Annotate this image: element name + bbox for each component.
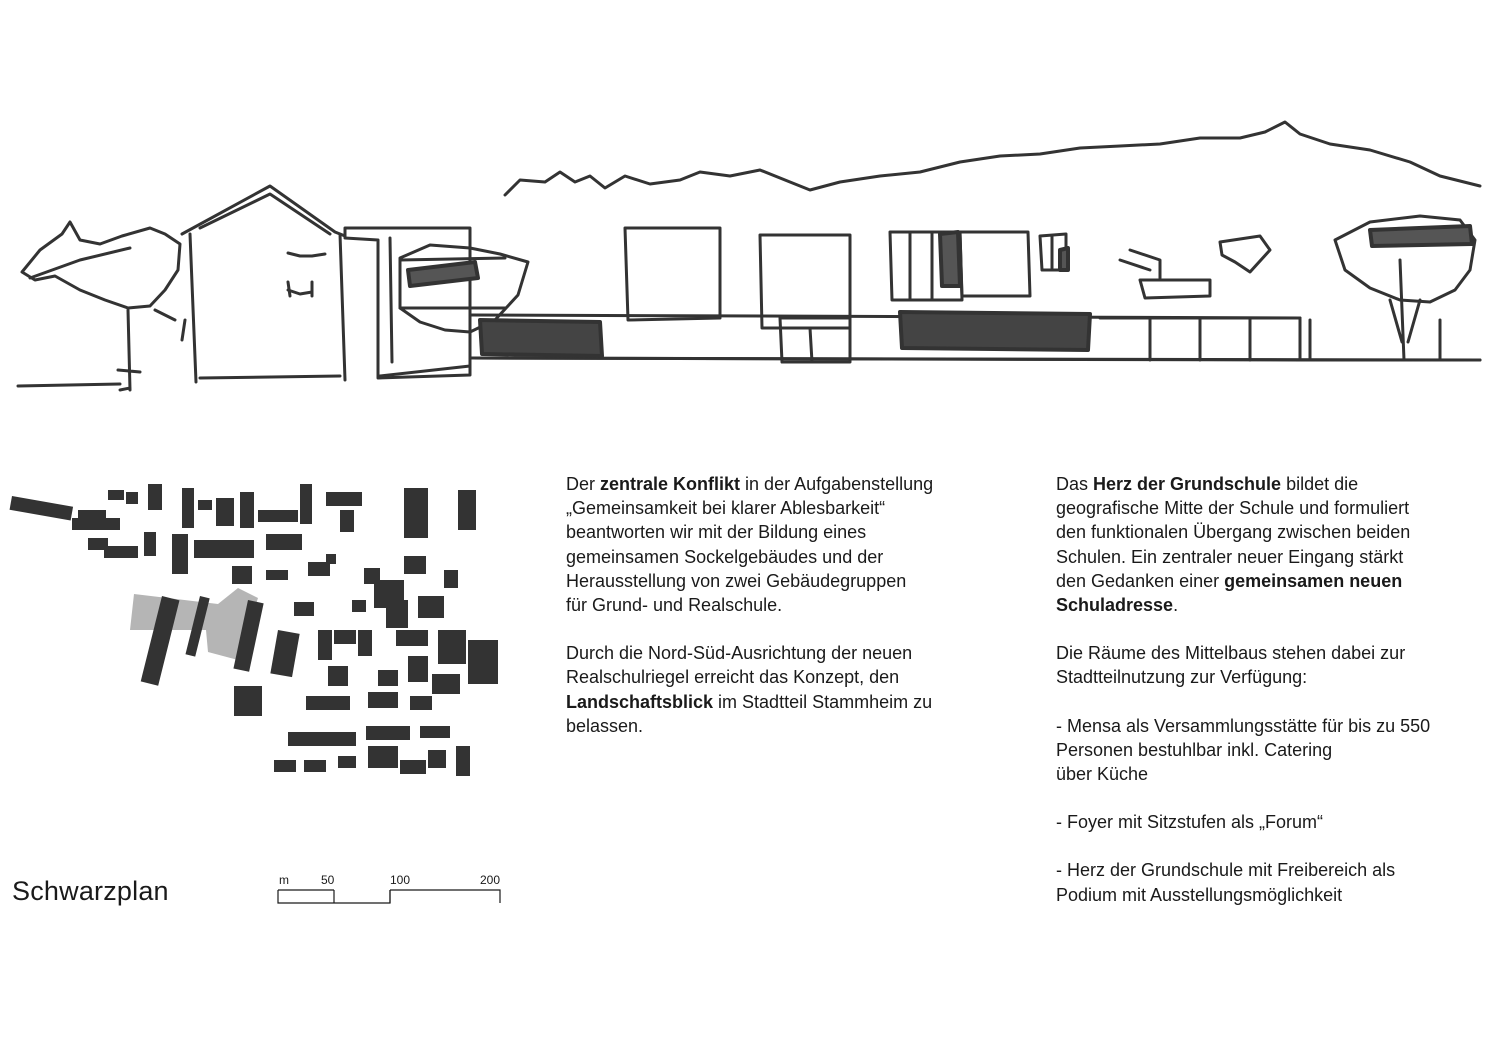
perspective-sketch — [0, 110, 1500, 410]
ground-line — [18, 358, 1480, 386]
house-gable — [182, 186, 345, 382]
scale-label-m: m — [279, 873, 289, 887]
list-item-foyer: - Foyer mit Sitzstufen als „Forum“ — [1056, 812, 1324, 833]
scale-label-100: 100 — [390, 873, 411, 887]
scale-label-50: 50 — [321, 873, 335, 887]
paragraph-herz: Das Herz der Grundschule bildet die geografische Mitte der Schule und formuliert den funktionalen Übergang zwischen beiden Schulen. Ein zentraler neuer Eingang stärkt den Gedanken einer gemeinsamen neuen Schuladresse. — [1056, 474, 1411, 616]
plan-title: Schwarzplan — [12, 876, 169, 906]
front-box — [345, 228, 470, 378]
paragraph-konflikt: Der zentrale Konflikt in der Aufgabenstellung „Gemeinsamkeit bei klarer Ablesbarkeit“ beantworten wir mit der Bildung eines gemeinsamen Sockelgebäudes und der Herausstellung von zwei Gebäudegruppen für Grund- und Realschule. — [566, 474, 934, 616]
scale-label-200: 200 — [480, 873, 501, 887]
list-item-mensa: - Mensa als Versammlungsstätte für bis zu 550 Personen bestuhlbar inkl. Catering über Küche — [1056, 715, 1431, 785]
text-column-right — [1056, 472, 1496, 931]
scale-bar — [270, 868, 510, 908]
hatching — [408, 226, 1472, 356]
building-blocks — [10, 484, 498, 776]
mountain-horizon — [505, 122, 1480, 195]
paragraph-landschaftsblick: Durch die Nord-Süd-Ausrichtung der neuen Realschulriegel erreicht das Konzept, den Landschaftsblick im Stadtteil Stammheim zu belassen. — [566, 643, 933, 736]
paragraph-mittelbau: Die Räume des Mittelbaus stehen dabei zur Stadtteilnutzung zur Verfügung: — [1056, 643, 1406, 688]
list-item-herz: - Herz der Grundschule mit Freibereich als Podium mit Ausstellungsmöglichkeit — [1056, 860, 1396, 905]
tree-left — [22, 222, 180, 308]
text-column-left — [566, 472, 996, 762]
figure-ground-plan — [8, 470, 508, 790]
